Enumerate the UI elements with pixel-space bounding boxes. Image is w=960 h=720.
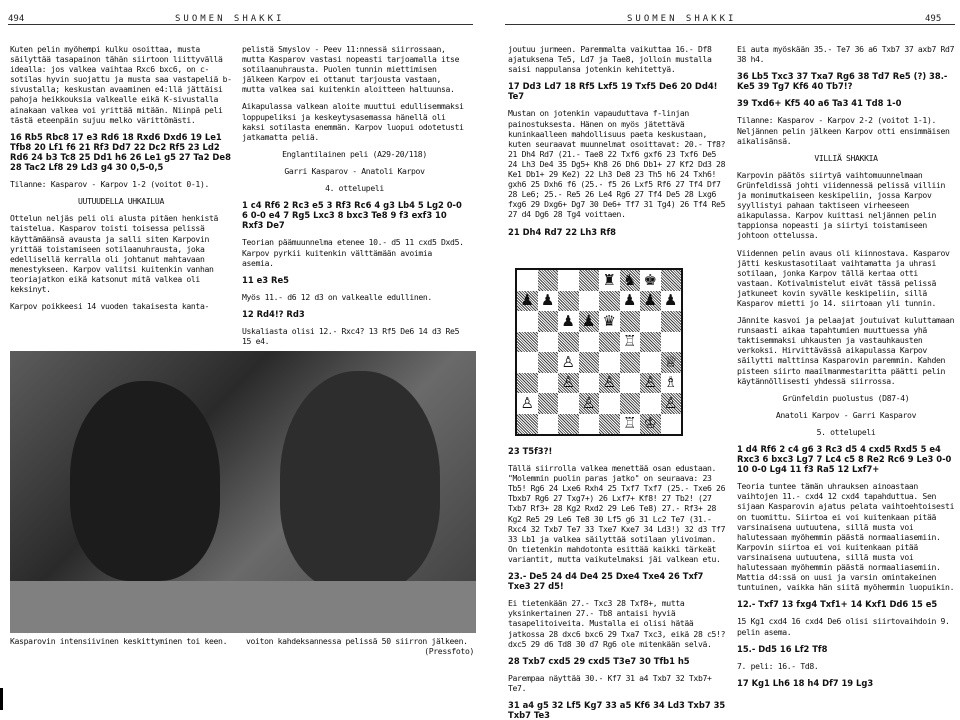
col3b-paragraph: 31 a4 g5 32 Lf5 Kg7 33 a5 Kf6 34 Ld3 Txb7 35 Txb7 Te3 <box>508 699 726 720</box>
chess-piece: ♗ <box>664 373 678 392</box>
chess-piece: ♟ <box>664 291 678 310</box>
col3-paragraph: 17 Dd3 Ld7 18 Rf5 Lxf5 19 Txf5 De6 20 Dd4! Te7 <box>508 81 718 102</box>
board-square <box>538 373 559 394</box>
board-square <box>517 414 538 435</box>
right-header-rule <box>505 24 955 25</box>
board-square <box>599 414 620 435</box>
board-square <box>517 352 538 373</box>
board-square <box>599 332 620 353</box>
board-square <box>620 311 641 332</box>
board-square <box>661 311 682 332</box>
col4-paragraph: Ei auta myöskään 35.- Te7 36 a6 Txb7 37 axb7 Rd7 38 h4. <box>737 44 955 65</box>
col4-paragraph: 15 Kg1 cxd4 16 cxd4 De6 olisi siirtovaihdoin 9. pelin asema. <box>737 616 950 637</box>
chess-piece: ♟ <box>579 311 600 332</box>
col3b-paragraph: Parempaa näyttää 30.- Kf7 31 a4 Txb7 32 Txb7+ Te7. <box>508 672 712 693</box>
board-square <box>558 270 579 291</box>
col4-paragraph: 36 Lb5 Txc3 37 Txa7 Rg6 38 Td7 Re5 (?) 38.- Ke5 39 Tg7 Kf6 40 Tb7!? <box>737 71 948 92</box>
col2-paragraph: Aikapulassa valkean aloite muuttui edullisemmaksi loppupeliksi ja keskeytysasemassa hänellä oli kaksi sotilasta enemmän. Karpov luopui odotetusti jatkamatta peliä. <box>242 101 464 142</box>
col2-paragraph: 11 e3 Re5 <box>242 274 289 285</box>
board-square <box>558 414 579 435</box>
board-square <box>558 332 579 353</box>
chess-diagram <box>515 268 683 436</box>
col3-paragraph: Mustan on jotenkin vapauduttava f-linjan painostuksesta. Hänen on myös jätettävä kuninkaalleen mahdollisuus paeta keskustaan, kuten seuraavat muunnelmat osoittavat: 20.- Tf8? 21 Dh4 Rd7 (21.- Tae8 22 Txf6 gxf6 23 Txf6 De5 24 Lh3 De4 35 Dg5+ Kh8 26 Dh6 Db1+ 27 Kf2 Dd3 28 Ke1 Db1+ 29 Ke2) 22 Lh3 De8 23 Th5 h6 24 Txh6! gxh6 25 Dxh6 f6 (25.- f5 26 Lxf5 Rf6 27 Tf4 Df7 28 Le6; 25.- Re5 26 Le4 Rg6 27 Tf4 De5 28 Lxg6 fxg6 29 Dxg6+ Dg7 30 De6+ Tf7 31 Tg4) 26 Tf4 Re5 27 d4 Dg6 28 Tg4 voittaen. <box>508 108 726 220</box>
col2-paragraph: 12 Rd4!? Rd3 <box>242 308 305 319</box>
column-3-continued <box>508 446 726 720</box>
chess-piece: ♛ <box>602 311 616 330</box>
board-square <box>599 393 620 414</box>
col4-paragraph: Viidennen pelin avaus oli kiinnostava. Kasparov jätti keskustasotilaat vaihtamatta ja uhrasi sotilaan, jonka Karpov tällä kertaa otti vastaan. Kotivalmistelut eivät tässä pelissä jatkuneet kovin syvälle keskipeliin, sillä Kasparov mietti jo 14. siirtoaan yli tunnin. <box>737 247 950 308</box>
chess-piece: ♟ <box>517 291 538 312</box>
board-square <box>579 291 600 312</box>
col1-paragraph: Karpov poikkeesi 14 vuoden takaisesta kanta- <box>10 301 210 312</box>
left-header-rule <box>8 24 473 25</box>
board-square <box>517 373 538 394</box>
photo-figure-left <box>70 381 220 581</box>
column-1 <box>10 44 232 344</box>
col4-paragraph: Grünfeldin puolustus (D87-4) <box>782 392 910 403</box>
photo-table <box>10 581 476 633</box>
col3b-paragraph: 23.- De5 24 d4 De4 25 Dxe4 Txe4 26 Txf7 Txe3 27 d5! <box>508 571 704 592</box>
chess-piece: ♔ <box>640 414 661 435</box>
col4-paragraph: 15.- Dd5 16 Lf2 Tf8 <box>737 643 828 654</box>
chess-piece: ♕ <box>661 352 682 373</box>
board-square <box>538 414 559 435</box>
col4-paragraph: 17 Kg1 Lh6 18 h4 Df7 19 Lg3 <box>737 677 874 688</box>
photo-caption-right: voiton kahdeksannessa pelissä 50 siirron jälkeen. <box>246 636 468 646</box>
board-square <box>538 352 559 373</box>
board-square <box>640 393 661 414</box>
chess-piece: ♟ <box>561 311 575 330</box>
margin-mark <box>0 688 3 710</box>
chess-piece: ♟ <box>640 291 661 312</box>
board-square <box>579 332 600 353</box>
board-square <box>579 414 600 435</box>
chess-piece: ♖ <box>623 332 637 351</box>
col4-paragraph: Teoria tuntee tämän uhrauksen ainoastaan vaihtojen 11.- cxd4 12 cxd4 tapahduttua. Sen sijaan Kasparovin ajatus pelata vaihtoehtoisesti on tuomittu. Siirtoa ei voi kuitenkaan pitää varsinaisena uutuutena, sillä musta voi halutessaan myöhemmin päästä normaaliasemiin. Karpovin siirtoa ei voi kuitenkaan pitää varsinaisena uutuutena, sillä musta voi halutessaan myöhemmin päästä normaaliasemiin. Mattia d4:ssä on uusi ja varsin omintakeinen tuntuinen, vaikka hän siitä myöhemmin luopuikin. <box>737 481 955 593</box>
chess-piece: ♙ <box>599 373 620 394</box>
photo-credit: (Pressfoto) <box>424 646 474 656</box>
col3-paragraph: joutuu jurmeen. Paremmalta vaikuttaa 16.- Df8 ajatuksena Te5, Ld7 ja Tae8, jolloin mustalla saisi nappulansa jotenkin kehitettyä. <box>508 44 712 75</box>
col4-paragraph: Karpovin päätös siirtyä vaihtomuunnelmaan Grünfeldissä johti viidennessä pelissä villiin ja monimutkaiseen keskipeliin, jossa Karpov syyllistyi pahaan taktiseen virheeseen aikapulassa. Karpov kuittasi neljännen pelin tappionsa nopeasti ja siirtyi toistamiseen johtoon ottelussa. <box>737 169 946 241</box>
chess-piece: ♟ <box>623 291 637 310</box>
chess-piece: ♙ <box>661 393 682 414</box>
right-running-title: SUOMEN SHAKKI <box>627 14 737 24</box>
board-square <box>558 393 579 414</box>
chess-piece: ♙ <box>640 373 661 394</box>
chess-piece: ♞ <box>620 270 641 291</box>
board-square <box>640 332 661 353</box>
chess-piece: ♙ <box>520 393 534 412</box>
col2-paragraph: 4. ottelupeli <box>325 183 384 194</box>
col4-paragraph: 1 d4 Rf6 2 c4 g6 3 Rc3 d5 4 cxd5 Rxd5 5 e4 Rxc3 6 bxc3 Lg7 7 Lc4 c5 8 Re2 Rc6 9 Le3 0-0 10 0-0 Lg4 11 f3 Ra5 12 Lxf7+ <box>737 444 952 475</box>
board-square <box>558 291 579 312</box>
col1-paragraph: UUTUUDELLA UHKAILUA <box>78 196 164 207</box>
chess-piece: ♟ <box>541 291 555 310</box>
board-square <box>579 352 600 373</box>
col1-paragraph: Kuten pelin myöhempi kulku osoittaa, musta säilyttää tasapainon tähän siirtoon liittyvällä idealla: jos valkea vaihtaa Rxc6 bxc6, on c-sotilas hyvin suojattu ja musta saa vastapeliä b-sivustalla; keskustan avaaminen e4:llä jättäisi pahoja heikkouksia valkealle eikä K-sivustalla ainakaan valkea voi yrittää mitään. Niinpä peli tästä eteenpäin sujuu melko värittömästi. <box>10 44 232 125</box>
board-square <box>538 393 559 414</box>
right-page-number: 495 <box>925 14 942 24</box>
col2-paragraph: Myös 11.- d6 12 d3 on valkealle edullinen. <box>242 291 432 302</box>
col2-paragraph: 1 c4 Rf6 2 Rc3 e5 3 Rf3 Rc6 4 g3 Lb4 5 Lg2 0-0 6 0-0 e4 7 Rg5 Lxc3 8 bxc3 Te8 9 f3 exf3 10 Rxf3 De7 <box>242 200 462 231</box>
column-2 <box>242 44 467 347</box>
col2-paragraph: Uskaliasta olisi 12.- Rxc4? 13 Rf5 De6 14 d3 Re5 15 e4. <box>242 325 460 347</box>
col4-paragraph: Tilanne: Kasparov - Karpov 2-2 (voitot 1-1). Neljännen pelin jälkeen Karpov otti ensimmäisen aikalisänsä. <box>737 115 950 146</box>
column-4 <box>737 44 955 688</box>
chess-piece: ♜ <box>602 270 616 289</box>
board-square <box>599 291 620 312</box>
board-square <box>661 332 682 353</box>
col3b-paragraph: 28 Txb7 cxd5 29 cxd5 T3e7 30 Tfb1 h5 <box>508 655 690 666</box>
col2-paragraph: Teorian päämuunnelma etenee 10.- d5 11 cxd5 Dxd5. Karpov pyrkii kuitenkin välttämään avoimia asemia. <box>242 237 464 268</box>
col1-paragraph: 16 Rb5 Rbc8 17 e3 Rd6 18 Rxd6 Dxd6 19 Le1 Tfb8 20 Lf1 f6 21 Rf3 Dd7 22 Dc2 Rf5 23 Ld2 Rd6 24 b3 Tc8 25 Dd1 h6 26 Le1 g5 27 Ta2 De8 28 Tac2 Lf8 29 Ld3 g4 30 0,5-0,5 <box>10 131 231 173</box>
chess-piece: ♚ <box>643 270 657 289</box>
board-square <box>579 270 600 291</box>
press-photo <box>10 351 476 633</box>
col3b-paragraph: 23 T5f3?! <box>508 446 553 456</box>
chess-piece: ♙ <box>579 393 600 414</box>
board-square <box>620 393 641 414</box>
board-square <box>661 270 682 291</box>
photo-figure-right <box>280 371 440 591</box>
col2-paragraph: Englantilainen peli (A29-20/118) <box>282 148 427 159</box>
photo-caption-left: Kasparovin intensiivinen keskittyminen toi keen. <box>10 636 228 646</box>
col4-paragraph: Jännite kasvoi ja pelaajat joutuivat kuluttamaan runsaasti aikaa tapahtumien muuttuessa yhä taktisemmaksi uhkausten ja vastauhkausten verkoksi. Hirvittävässä aikapulassa Karpov säilytti malttinsa Kasparovin paremmin. Kahden pisteen siirto maailmanmestaritta päätti pelin käytännöllisesti yhdessä siirrossa. <box>737 315 955 386</box>
col2-paragraph: pelistä Smyslov - Peev 11:nnessä siirrossaan, mutta Kasparov vastasi nopeasti tarjoamalla itse sotilaanuhrausta. Puolen tunnin miettimisen jälkeen Karpov ei ottanut tarjousta vastaan, mutta valkea sai kuitenkin aloitteen haltuunsa. <box>242 44 460 95</box>
col2-paragraph: Garri Kasparov - Anatoli Karpov <box>284 165 425 176</box>
col3b-paragraph: Tällä siirrolla valkea menettää osan edustaan. "Molemmin puolin paras jatko" on seuraava: 23 Tb5! Rg6 24 Lxe6 Rxh4 25 Txf7 Txf7 (25.- Txe6 26 Tbxb7 Rg6 27 Txg7+) 26 Lxf7+ Kf8! 27 Tb2! (27 Txb7 Rf3+ 28 Kg2 Rxd2 29 Le6 Te8) 27.- Rf3+ 28 Kg2 Re5 29 Le6 Te8 30 Lf5 g6 31 Lc2 Te7 (31.- Rxc4 32 Txb7 Te7 33 Txe7 Kxe7 34 Ld3!) 32 d3 Tf7 33 Lb1 ja valkea säilyttää sotilaan ylivoiman. On tietenkin mahdotonta esittää kaikki tärkeät variantit, mutta vaikutelmaksi jäi valkean etu. <box>508 463 726 564</box>
board-square <box>538 270 559 291</box>
chess-piece: ♙ <box>561 352 575 371</box>
col4-paragraph: Anatoli Karpov - Garri Kasparov <box>775 409 917 420</box>
col4-paragraph: 5. ottelupeli <box>816 426 876 437</box>
board-square <box>620 352 641 373</box>
board-square <box>640 311 661 332</box>
col3-paragraph: 21 Dh4 Rd7 22 Lh3 Rf8 <box>508 226 616 237</box>
col1-paragraph: Tilanne: Kasparov - Karpov 1-2 (voitot 0-1). <box>10 179 210 190</box>
board-square <box>661 414 682 435</box>
board-square <box>517 270 538 291</box>
left-running-title: SUOMEN SHAKKI <box>175 14 285 24</box>
board-square <box>517 332 538 353</box>
board-square <box>620 373 641 394</box>
col4-paragraph: VILLIÄ SHAKKIA <box>814 152 878 163</box>
column-3 <box>508 44 726 259</box>
col4-paragraph: 12.- Txf7 13 fxg4 Txf1+ 14 Kxf1 Dd6 15 e5 <box>737 599 938 610</box>
col1-paragraph: Ottelun neljäs peli oli alusta pitäen henkistä taistelua. Kasparov toisti toisessa pelissä käyttämäänsä avausta ja salli siten Karpovin yrittää toistamiseen sotilaanuhrausta, joka edellisellä kerralla oli johtanut mahtavaan menestykseen. Karpov valitsi kuitenkin vanhan teoriajatkon eikä katsonut mitä valkea oli keksinyt. <box>10 213 219 294</box>
col4-paragraph: 7. peli: 16.- Td8. <box>737 660 819 671</box>
col4-paragraph: 39 Txd6+ Kf5 40 a6 Ta3 41 Td8 1-0 <box>737 98 902 109</box>
board-square <box>599 352 620 373</box>
left-page-number: 494 <box>8 14 25 24</box>
board-square <box>579 373 600 394</box>
chess-piece: ♖ <box>623 414 637 433</box>
board-square <box>640 352 661 373</box>
board-square <box>517 311 538 332</box>
chess-piece: ♙ <box>558 373 579 394</box>
board-square <box>538 311 559 332</box>
col3b-paragraph: Ei tietenkään 27.- Txc3 28 Txf8+, mutta yksinkertainen 27.- Tb8 antaisi hyviä tasapelitoiveita. Mustalla ei olisi hätää jatkossa 28 dxc6 bxc6 29 Txa7 Txc3, eikä 28 c5!? dxc5 29 d6 Td8 30 d7 Rg6 ole mitenkään selvä. <box>508 598 726 649</box>
board-square <box>538 332 559 353</box>
